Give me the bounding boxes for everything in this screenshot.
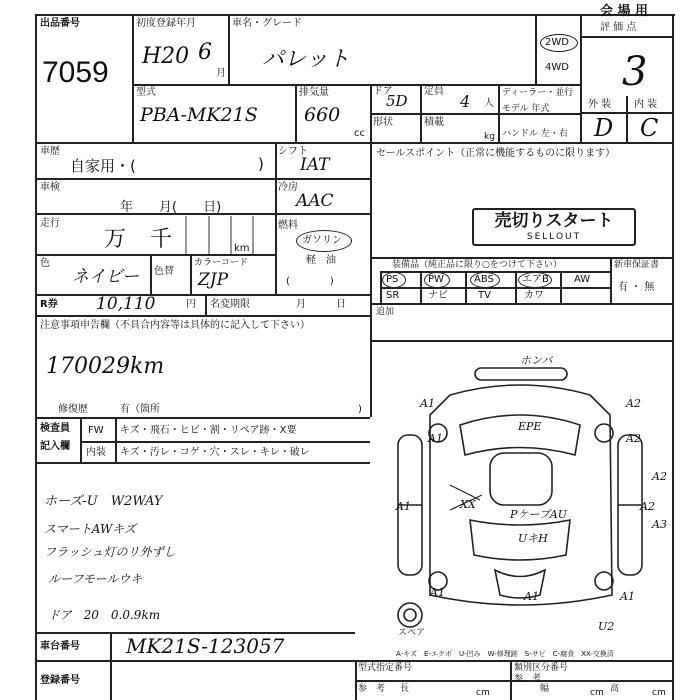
equipment-label: 装備品（純正品に限り○をつけて下さい）: [392, 260, 562, 270]
center-note: PケーブAU: [510, 508, 568, 521]
notes-label: 注意事項申告欄（不具合内容等は具体的に記入して下さい）: [40, 320, 310, 331]
int-grade: C: [640, 114, 659, 142]
damage-mark: A1: [396, 500, 411, 513]
top-note: ホンバ: [520, 354, 553, 367]
handle-label: ハンドル 左・右: [502, 129, 568, 139]
height-label: 高: [610, 684, 620, 694]
color-value: ネイビー: [72, 267, 139, 287]
note-line-4: ルーフモールウキ: [48, 572, 143, 586]
inspection-value: 年 月( 日): [120, 200, 222, 215]
model-value: PBA-MK21S: [140, 104, 258, 126]
repair-value: 有（箇所: [120, 404, 160, 415]
dims-ref: 参 考: [358, 684, 386, 694]
color-label: 色: [40, 258, 50, 269]
rating-value: 3: [622, 49, 648, 95]
fuel-label: 燃料: [278, 220, 298, 231]
door-label: ドア: [373, 86, 393, 97]
damage-mark: A2: [640, 500, 655, 513]
ext-label: 外 装: [588, 99, 612, 110]
fw-items: キズ・飛石・ヒビ・割・リペア跡・X要: [120, 425, 297, 436]
sellout-stamp: 売切りスタート SELLOUT: [472, 208, 636, 246]
ac-label: 冷房: [278, 182, 298, 193]
dealer-label: ディーラー・並行: [502, 88, 574, 98]
dims2-label: 類別区分番号: [514, 663, 569, 673]
inspector-label2: 記入欄: [40, 441, 70, 452]
damage-mark: A2: [652, 470, 667, 483]
equip-abs: ABS: [474, 274, 494, 285]
damage-mark: A1: [524, 590, 539, 603]
usage-value: 自家用・(: [70, 157, 136, 175]
frame-left: [35, 14, 37, 700]
reg-month: 6: [198, 40, 212, 65]
damage-mark: U2: [598, 620, 615, 633]
mileage-label: 走行: [40, 218, 60, 229]
damage-mark: XX: [460, 498, 476, 511]
usage-label: 車歴: [40, 146, 60, 157]
recycle-label: R券: [40, 299, 58, 310]
capacity-value: 4: [460, 92, 471, 111]
damage-mark: A3: [652, 518, 667, 531]
sub-note: UキH: [518, 532, 548, 545]
equip-pw: PW: [428, 274, 444, 285]
shape-label: 形状: [373, 117, 393, 128]
width-label: 幅: [540, 684, 550, 694]
reg-year: H20: [142, 44, 190, 69]
note-line-2: スマートAWキズ: [44, 522, 137, 536]
shift-label: シフト: [278, 146, 308, 157]
add-label: 追加: [376, 307, 395, 317]
warranty-yes-no: 有 ・ 無: [618, 282, 655, 293]
int-items: キズ・汚レ・コゲ・穴・スレ・キレ・破レ: [120, 447, 310, 458]
load-label: 積載: [424, 117, 444, 128]
int-label: 内 装: [634, 99, 658, 110]
dims1-label: 型式指定番号: [358, 663, 413, 673]
repair-label: 修復歴: [58, 404, 88, 415]
chassis-value: MK21S-123057: [126, 634, 285, 658]
equip-aw: AW: [574, 274, 591, 285]
spare-label: スペア: [398, 628, 426, 638]
note-line-1: ホーズ-U W2WAY: [44, 494, 163, 509]
color-code: ZJP: [198, 270, 229, 290]
damage-mark: A2: [626, 397, 641, 410]
drive-2wd: 2WD: [545, 37, 569, 48]
shift-value: IAT: [300, 155, 330, 175]
equip-sr: SR: [386, 290, 400, 301]
equip-leather: カワ: [524, 290, 544, 301]
note-line-5: ドア 20 0.0.9km: [48, 608, 161, 622]
frame-right: [672, 14, 674, 700]
color-change-label: 色替: [154, 266, 174, 277]
damage-mark: A1: [420, 397, 435, 410]
lot-number: 7059: [42, 56, 109, 89]
length-label: 長: [400, 684, 410, 694]
ac-value: AAC: [296, 191, 334, 211]
color-code-label: カラーコード: [194, 258, 249, 268]
equip-navi: ナビ: [428, 290, 448, 301]
title-change-label: 名変期限: [210, 299, 250, 310]
displacement-value: 660: [304, 104, 341, 126]
ext-grade: D: [594, 114, 614, 142]
damage-mark: A2: [626, 432, 641, 445]
fuel-light: 軽 油: [306, 255, 336, 266]
roof-note: EPE: [518, 420, 542, 433]
sales-point-label: セールスポイント（正常に機能するものに限ります）: [376, 148, 616, 159]
equip-airbag: エアB: [522, 274, 549, 285]
int-label: 内装: [86, 447, 106, 458]
reg-year-label: 初度登録年月: [136, 18, 196, 29]
frame-top: [35, 14, 675, 16]
damage-mark: A1: [428, 432, 443, 445]
damage-mark: A1: [620, 590, 635, 603]
inspector-label1: 検査員: [40, 423, 70, 434]
model-year-label: モデル 年式: [502, 104, 550, 114]
displacement-label: 排気量: [299, 87, 329, 98]
equip-ps: PS: [386, 274, 399, 285]
recycle-value: 10,110: [96, 294, 156, 314]
drive-4wd: 4WD: [545, 62, 569, 73]
venue-label: 会 場 用: [600, 4, 649, 19]
fw-label: FW: [88, 425, 104, 436]
capacity-label: 定員: [424, 86, 444, 97]
lot-label: 出品番号: [40, 18, 80, 29]
name-grade-label: 車名・グレード: [232, 18, 302, 29]
door-value: 5D: [386, 92, 408, 110]
note-line-3: フラッシュ灯のリ外ずし: [44, 545, 176, 559]
new-warranty-label: 新車保証書: [614, 260, 660, 270]
chassis-label: 車台番号: [40, 641, 80, 652]
rating-label: 評 価 点: [600, 22, 637, 33]
fuel-gas: ガソリン: [302, 235, 342, 246]
damage-mark: A1: [430, 586, 445, 599]
reg-label: 登録番号: [40, 675, 80, 686]
legend: A-キズ E-エクボ U-凹み W-修理跡 S-サビ C-腐食 XX-交換済: [396, 650, 614, 658]
mileage-note: 170029km: [46, 354, 165, 379]
name-grade: パレット: [262, 47, 350, 72]
equip-tv: TV: [478, 290, 491, 301]
inspection-label: 車検: [40, 182, 60, 193]
model-label: 型式: [136, 87, 156, 98]
